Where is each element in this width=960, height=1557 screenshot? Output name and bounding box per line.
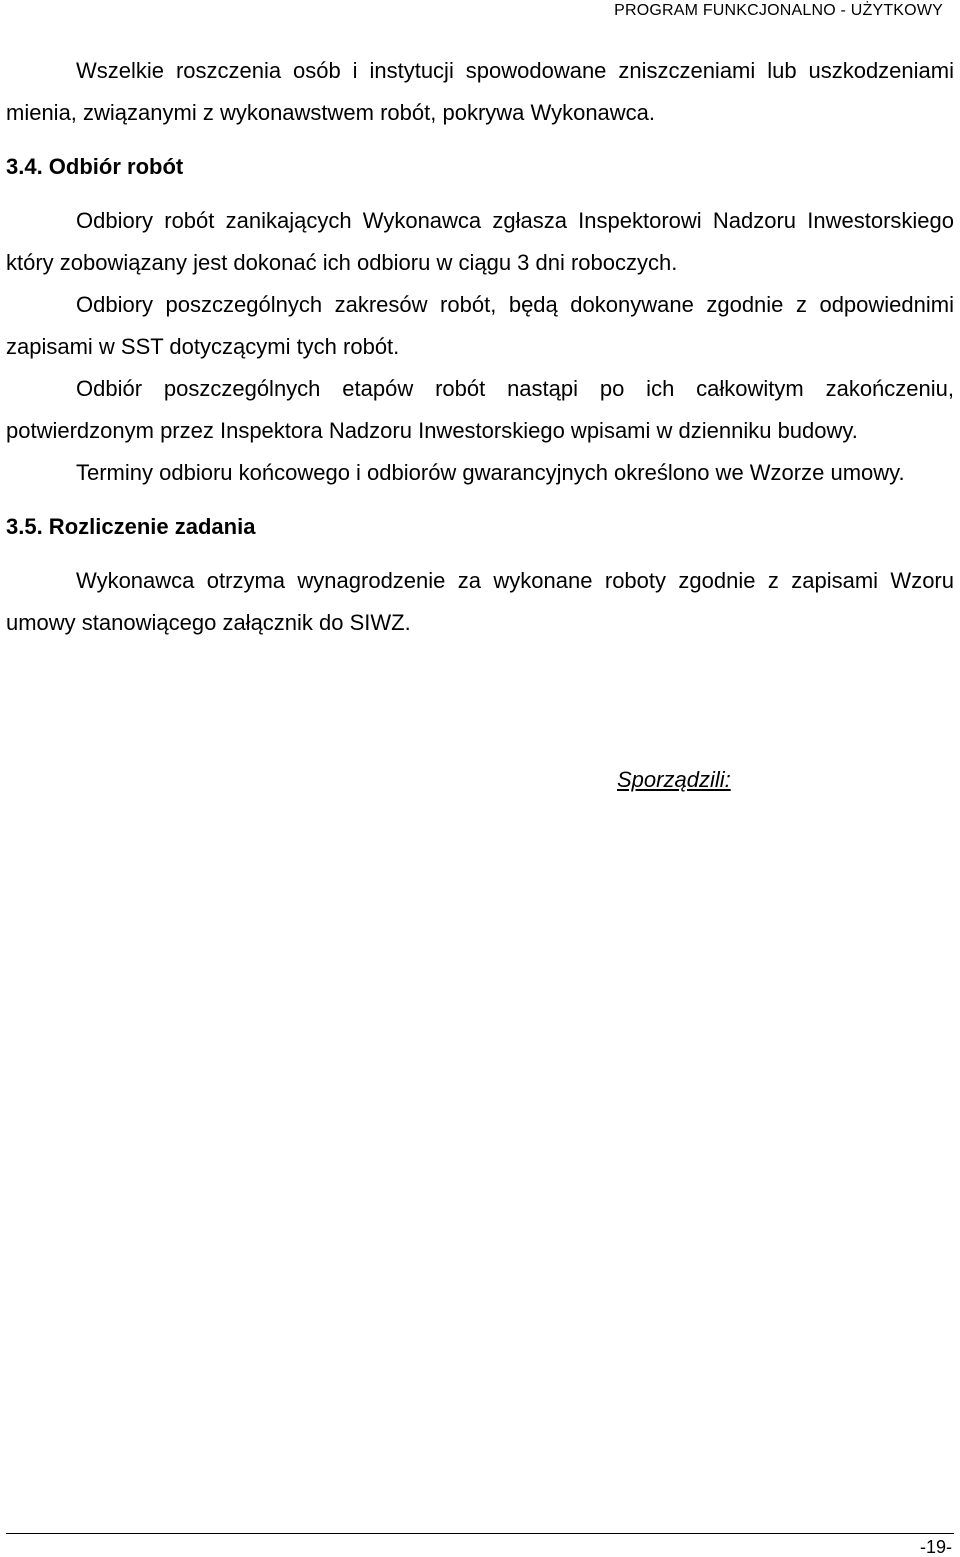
signature-label: Sporządzili: [617,767,731,792]
section-heading-3-4: 3.4. Odbiór robót [6,154,184,179]
paragraph-odbiory-zakresow: Odbiory poszczególnych zakresów robót, będą dokonywane zgodnie z odpowiednimi zapisami w SST dotyczącymi tych robót. [6,292,954,359]
paragraph-wynagrodzenie: Wykonawca otrzyma wynagrodzenie za wykonane roboty zgodnie z zapisami Wzoru umowy stanowiącego załącznik do SIWZ. [6,568,954,635]
paragraph-terminy-odbioru: Terminy odbioru końcowego i odbiorów gwarancyjnych określono we Wzorze umowy. [76,460,905,485]
document-body [6,50,954,644]
section-heading-3-5: 3.5. Rozliczenie zadania [6,514,256,539]
running-header: PROGRAM FUNKCJONALNO - UŻYTKOWY [614,2,943,19]
page-number: -19- [919,1537,952,1557]
damages-paragraph: Wszelkie roszczenia osób i instytucji spowodowane zniszczeniami lub uszkodzeniami mienia, związanymi z wykonawstwem robót, pokrywa Wykonawca. [6,58,954,125]
footer-divider [6,1533,954,1534]
paragraph-odbiory-zanikajace: Odbiory robót zanikających Wykonawca zgłasza Inspektorowi Nadzoru Inwestorskiego który zobowiązany jest dokonać ich odbioru w ciągu 3 dni roboczych. [6,208,954,275]
paragraph-odbior-etapow: Odbiór poszczególnych etapów robót nastąpi po ich całkowitym zakończeniu, potwierdzonym przez Inspektora Nadzoru Inwestorskiego wpisami w dzienniku budowy. [6,376,954,443]
